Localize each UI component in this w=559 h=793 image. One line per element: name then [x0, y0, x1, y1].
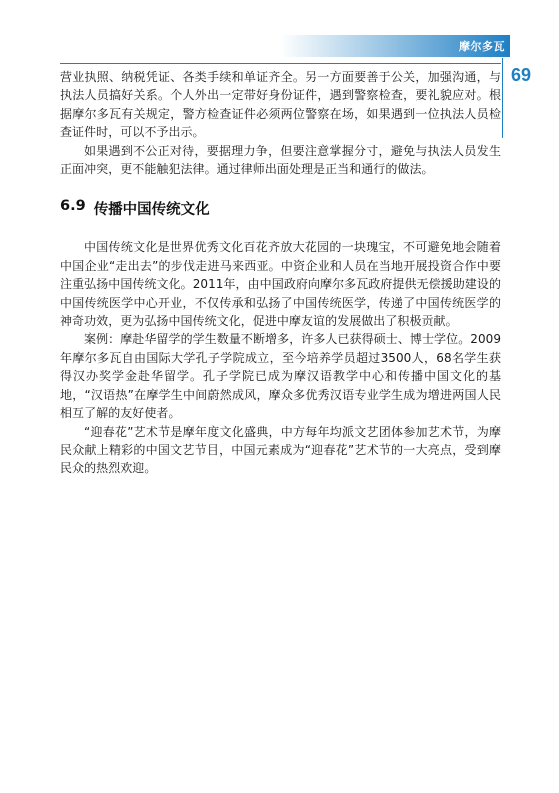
festival-paragraph: “迎春花”艺术节是摩年度文化盛典，中方每年均派文艺团体参加艺术节，为摩民众献上精彩的中国文艺节目，中国元素成为“迎春花”艺术节的一大亮点，受到摩民众的热烈欢迎。 [60, 424, 501, 476]
running-header-title: 摩尔多瓦 [459, 40, 505, 53]
header-rule [60, 63, 501, 64]
case-paragraph: 案例：摩赴华留学的学生数量不断增多，许多人已获得硕士、博士学位。2009年摩尔多瓦自由国际大学孔子学院成立，至今培养学员超过3500人，68名学生获得汉办奖学金赴华留学。孔子学院已成为摩汉语教学中心和传播中国文化的基地，“汉语热”在摩学生中间蔚然成风，摩众多优秀汉语专业学生成为增进两国人民相互了解的友好使者。 [60, 332, 501, 421]
paragraph-lawyer: 如果遇到不公正对待，要据理力争，但要注意掌握分寸，避免与执法人员发生正面冲突，更不能触犯法律。通过律师出面处理是正当和通行的做法。 [60, 143, 501, 177]
section-title: 传播中国传统文化 [93, 202, 210, 219]
page-number: 69 [511, 65, 532, 85]
header-band [0, 35, 510, 57]
culture-paragraph: 中国传统文化是世界优秀文化百花齐放大花园的一块瑰宝，不可避免地会随着中国企业“走出去”的步伐走进马来西亚。中资企业和人员在当地开展投资合作中要注重弘扬中国传统文化。2011年，由中国政府向摩尔多瓦政府提供无偿援助建设的中国传统医学中心开业，不仅传承和弘扬了中国传统医学，传递了中国传统医学的神奇功效，更为弘扬中国传统文化，促进中摩友谊的发展做出了积极贡献。 [60, 240, 501, 329]
section-number: 6.9 [60, 198, 86, 215]
continued-paragraph: 营业执照、纳税凭证、各类手续和单证齐全。另一方面要善于公关，加强沟通，与执法人员搞好关系。个人外出一定带好身份证件，遇到警察检查，要礼貌应对。根据摩尔多瓦有关规定，警方检查证件必须两位警察在场，如果遇到一位执法人员检查证件时，可以不予出示。 [60, 70, 501, 140]
margin-rule [502, 58, 503, 138]
section-heading [60, 198, 501, 219]
page-body [60, 68, 501, 478]
